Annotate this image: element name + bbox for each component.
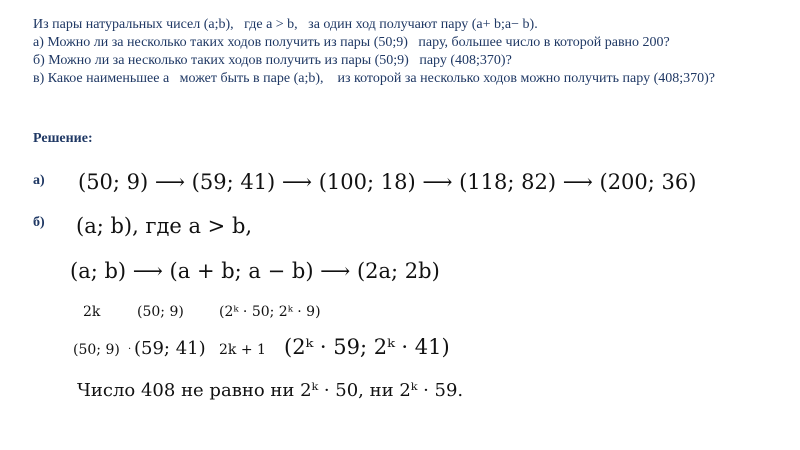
problem-statement	[33, 16, 793, 88]
even-moves-result: (2ᵏ · 50; 2ᵏ · 9)	[219, 304, 321, 320]
even-moves-count: 2k	[83, 304, 101, 320]
start-pair-2: (50; 9)	[73, 342, 120, 358]
part-b-step: (a; b) ⟶ (a + b; a − b) ⟶ (2a; 2b)	[70, 259, 440, 283]
conclusion: Число 408 не равно ни 2ᵏ · 50, ни 2ᵏ · 59.	[77, 380, 464, 401]
start-pair: (50; 9)	[137, 304, 184, 320]
separator-mark: ·	[128, 344, 132, 355]
part-a-chain: (50; 9) ⟶ (59; 41) ⟶ (100; 18) ⟶ (118; 82) ⟶ (200; 36)	[78, 170, 697, 194]
part-b-intro: (a; b), где a > b,	[76, 214, 253, 238]
problem-condition: Из пары натуральных чисел (a;b), где a > b, за один ход получают пару (a+ b;a− b).	[33, 17, 538, 32]
question-a: а) Можно ли за несколько таких ходов получить из пары (50;9) пару, большее число в которой равно 200?	[33, 35, 670, 50]
odd-moves-result: (2ᵏ · 59; 2ᵏ · 41)	[284, 335, 450, 359]
part-b-label: б)	[33, 215, 45, 230]
part-a-label: а)	[33, 173, 45, 188]
odd-moves-count: 2k + 1	[219, 342, 266, 358]
solution-heading: Решение:	[33, 131, 93, 146]
question-b: б) Можно ли за несколько таких ходов получить из пары (50;9) пару (408;370)?	[33, 53, 512, 68]
question-c: в) Какое наименьшее a может быть в паре (a;b), из которой за несколько ходов можно получить пару (408;370)?	[33, 71, 715, 86]
first-move-pair: (59; 41)	[134, 338, 206, 359]
